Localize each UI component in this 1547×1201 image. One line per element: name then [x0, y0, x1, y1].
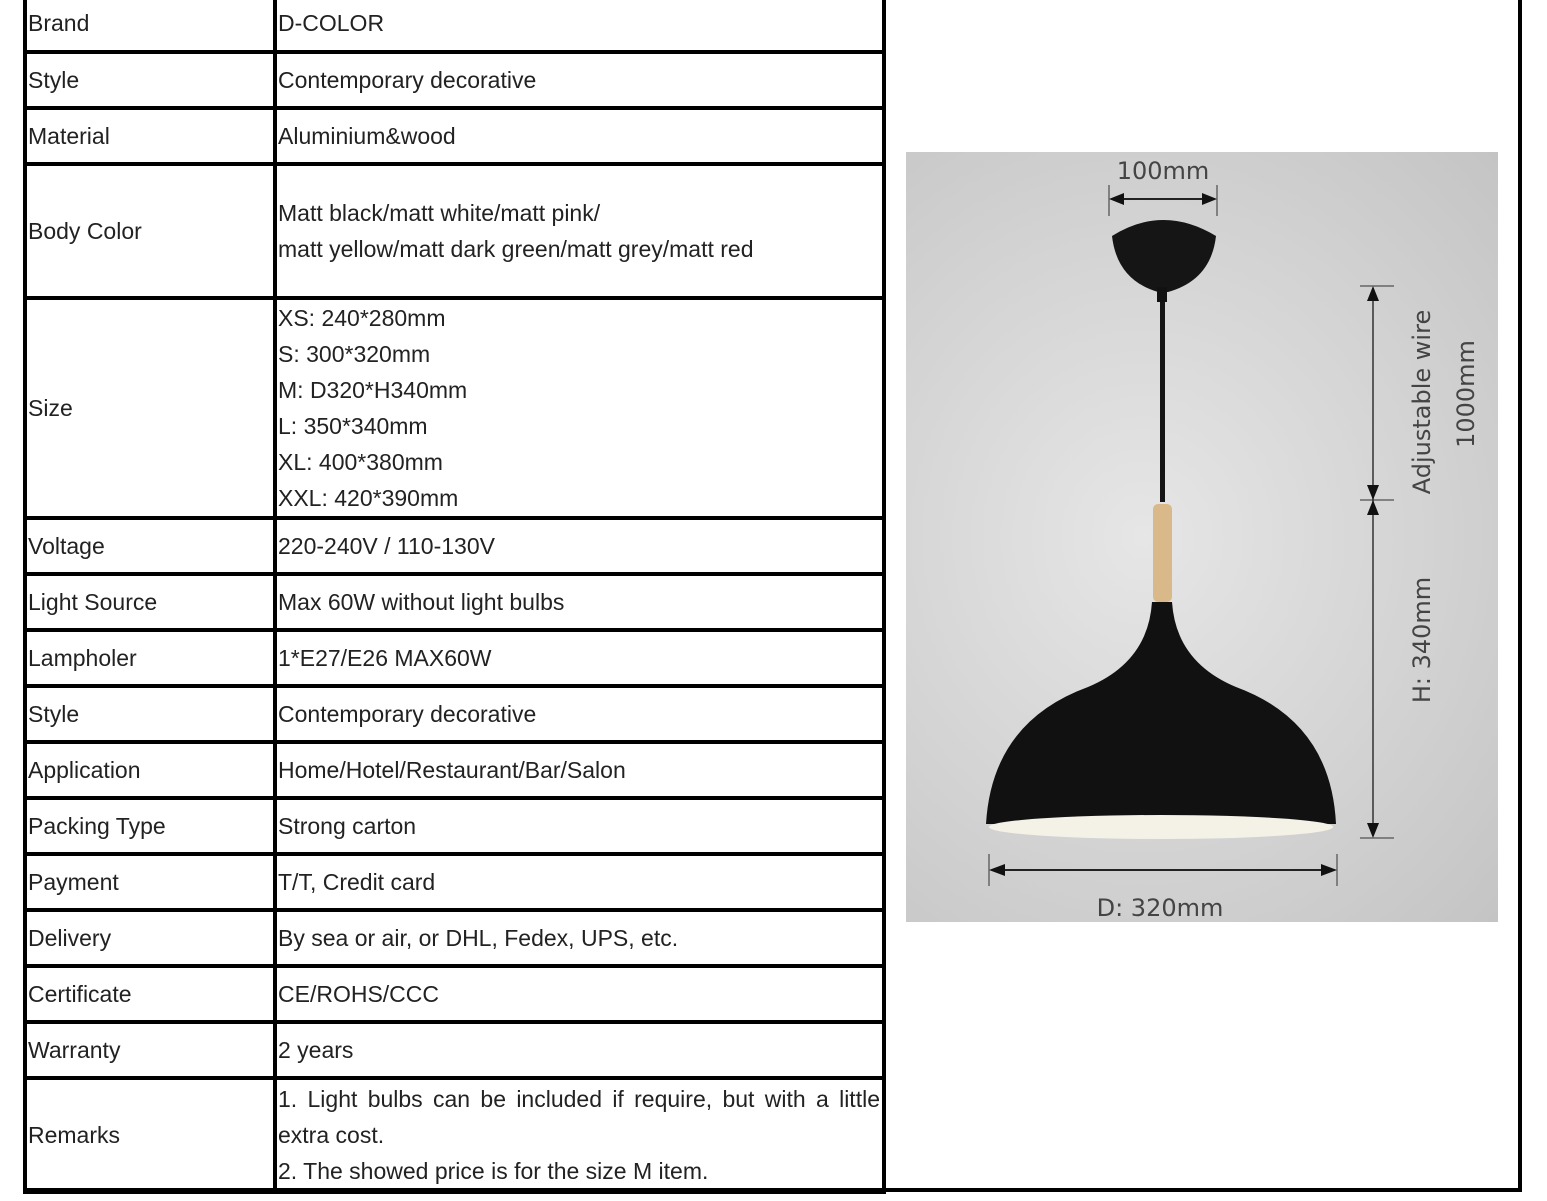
- row-value: 1*E27/E26 MAX60W: [275, 630, 884, 686]
- row-value: 2 years: [275, 1022, 884, 1078]
- canopy-width-label: 100mm: [1116, 157, 1210, 185]
- row-label: Payment: [25, 854, 275, 910]
- row-value: Home/Hotel/Restaurant/Bar/Salon: [275, 742, 884, 798]
- wire-label: Adjustable wire: [1408, 309, 1436, 495]
- value-line: Matt black/matt white/matt pink/: [278, 200, 601, 226]
- row-label: Body Color: [25, 164, 275, 298]
- table-row: [25, 742, 884, 798]
- row-value: [275, 298, 884, 518]
- diameter-label: D: 320mm: [1096, 894, 1224, 922]
- table-row: [25, 108, 884, 164]
- row-value: By sea or air, or DHL, Fedex, UPS, etc.: [275, 910, 884, 966]
- table-row: [25, 518, 884, 574]
- value-line: M: D320*H340mm: [278, 377, 468, 403]
- table-row: [25, 0, 884, 52]
- product-dimension-image: [906, 152, 1498, 922]
- table-row: [25, 854, 884, 910]
- row-label: Lampholer: [25, 630, 275, 686]
- row-label: Remarks: [25, 1078, 275, 1192]
- wood-neck: [1153, 504, 1172, 602]
- value-line: 1. Light bulbs can be included if require, but with a little extra cost.: [278, 1086, 880, 1148]
- height-dimension: [1360, 286, 1480, 838]
- height-label: H: 340mm: [1408, 576, 1436, 704]
- canopy-dimension: [1109, 157, 1217, 216]
- ceiling-canopy: [1112, 220, 1216, 292]
- table-row: [25, 966, 884, 1022]
- row-value: T/T, Credit card: [275, 854, 884, 910]
- lamp-shade: [986, 602, 1336, 824]
- row-value: D-COLOR: [275, 0, 884, 52]
- table-row: [25, 630, 884, 686]
- table-row: [25, 164, 884, 298]
- row-value: Contemporary decorative: [275, 52, 884, 108]
- table-row: [25, 52, 884, 108]
- value-line: XXL: 420*390mm: [278, 485, 459, 511]
- table-row: [25, 910, 884, 966]
- value-line: S: 300*320mm: [278, 341, 431, 367]
- row-label: Voltage: [25, 518, 275, 574]
- value-line: L: 350*340mm: [278, 413, 428, 439]
- value-line: XL: 400*380mm: [278, 449, 443, 475]
- row-value: Strong carton: [275, 798, 884, 854]
- spec-table: [23, 0, 886, 1194]
- table-row: [25, 798, 884, 854]
- wire-length-label: 1000mm: [1452, 340, 1480, 448]
- table-row: [25, 686, 884, 742]
- row-label: Delivery: [25, 910, 275, 966]
- row-label: Certificate: [25, 966, 275, 1022]
- table-row: [25, 298, 884, 518]
- row-label: Size: [25, 298, 275, 518]
- row-label: Packing Type: [25, 798, 275, 854]
- diameter-dimension: [989, 854, 1337, 922]
- value-line: 2. The showed price is for the size M item.: [278, 1158, 709, 1184]
- table-row: [25, 1078, 884, 1192]
- value-line: matt yellow/matt dark green/matt grey/matt red: [278, 236, 754, 262]
- row-label: Light Source: [25, 574, 275, 630]
- row-label: Brand: [25, 0, 275, 52]
- row-label: Style: [25, 52, 275, 108]
- row-value: CE/ROHS/CCC: [275, 966, 884, 1022]
- value-line: XS: 240*280mm: [278, 305, 446, 331]
- row-value: Contemporary decorative: [275, 686, 884, 742]
- row-label: Warranty: [25, 1022, 275, 1078]
- row-value: [275, 164, 884, 298]
- row-label: Material: [25, 108, 275, 164]
- row-label: Application: [25, 742, 275, 798]
- table-row: [25, 574, 884, 630]
- row-value: Aluminium&wood: [275, 108, 884, 164]
- row-value: Max 60W without light bulbs: [275, 574, 884, 630]
- row-value: [275, 1078, 884, 1192]
- table-row: [25, 1022, 884, 1078]
- row-label: Style: [25, 686, 275, 742]
- row-value: 220-240V / 110-130V: [275, 518, 884, 574]
